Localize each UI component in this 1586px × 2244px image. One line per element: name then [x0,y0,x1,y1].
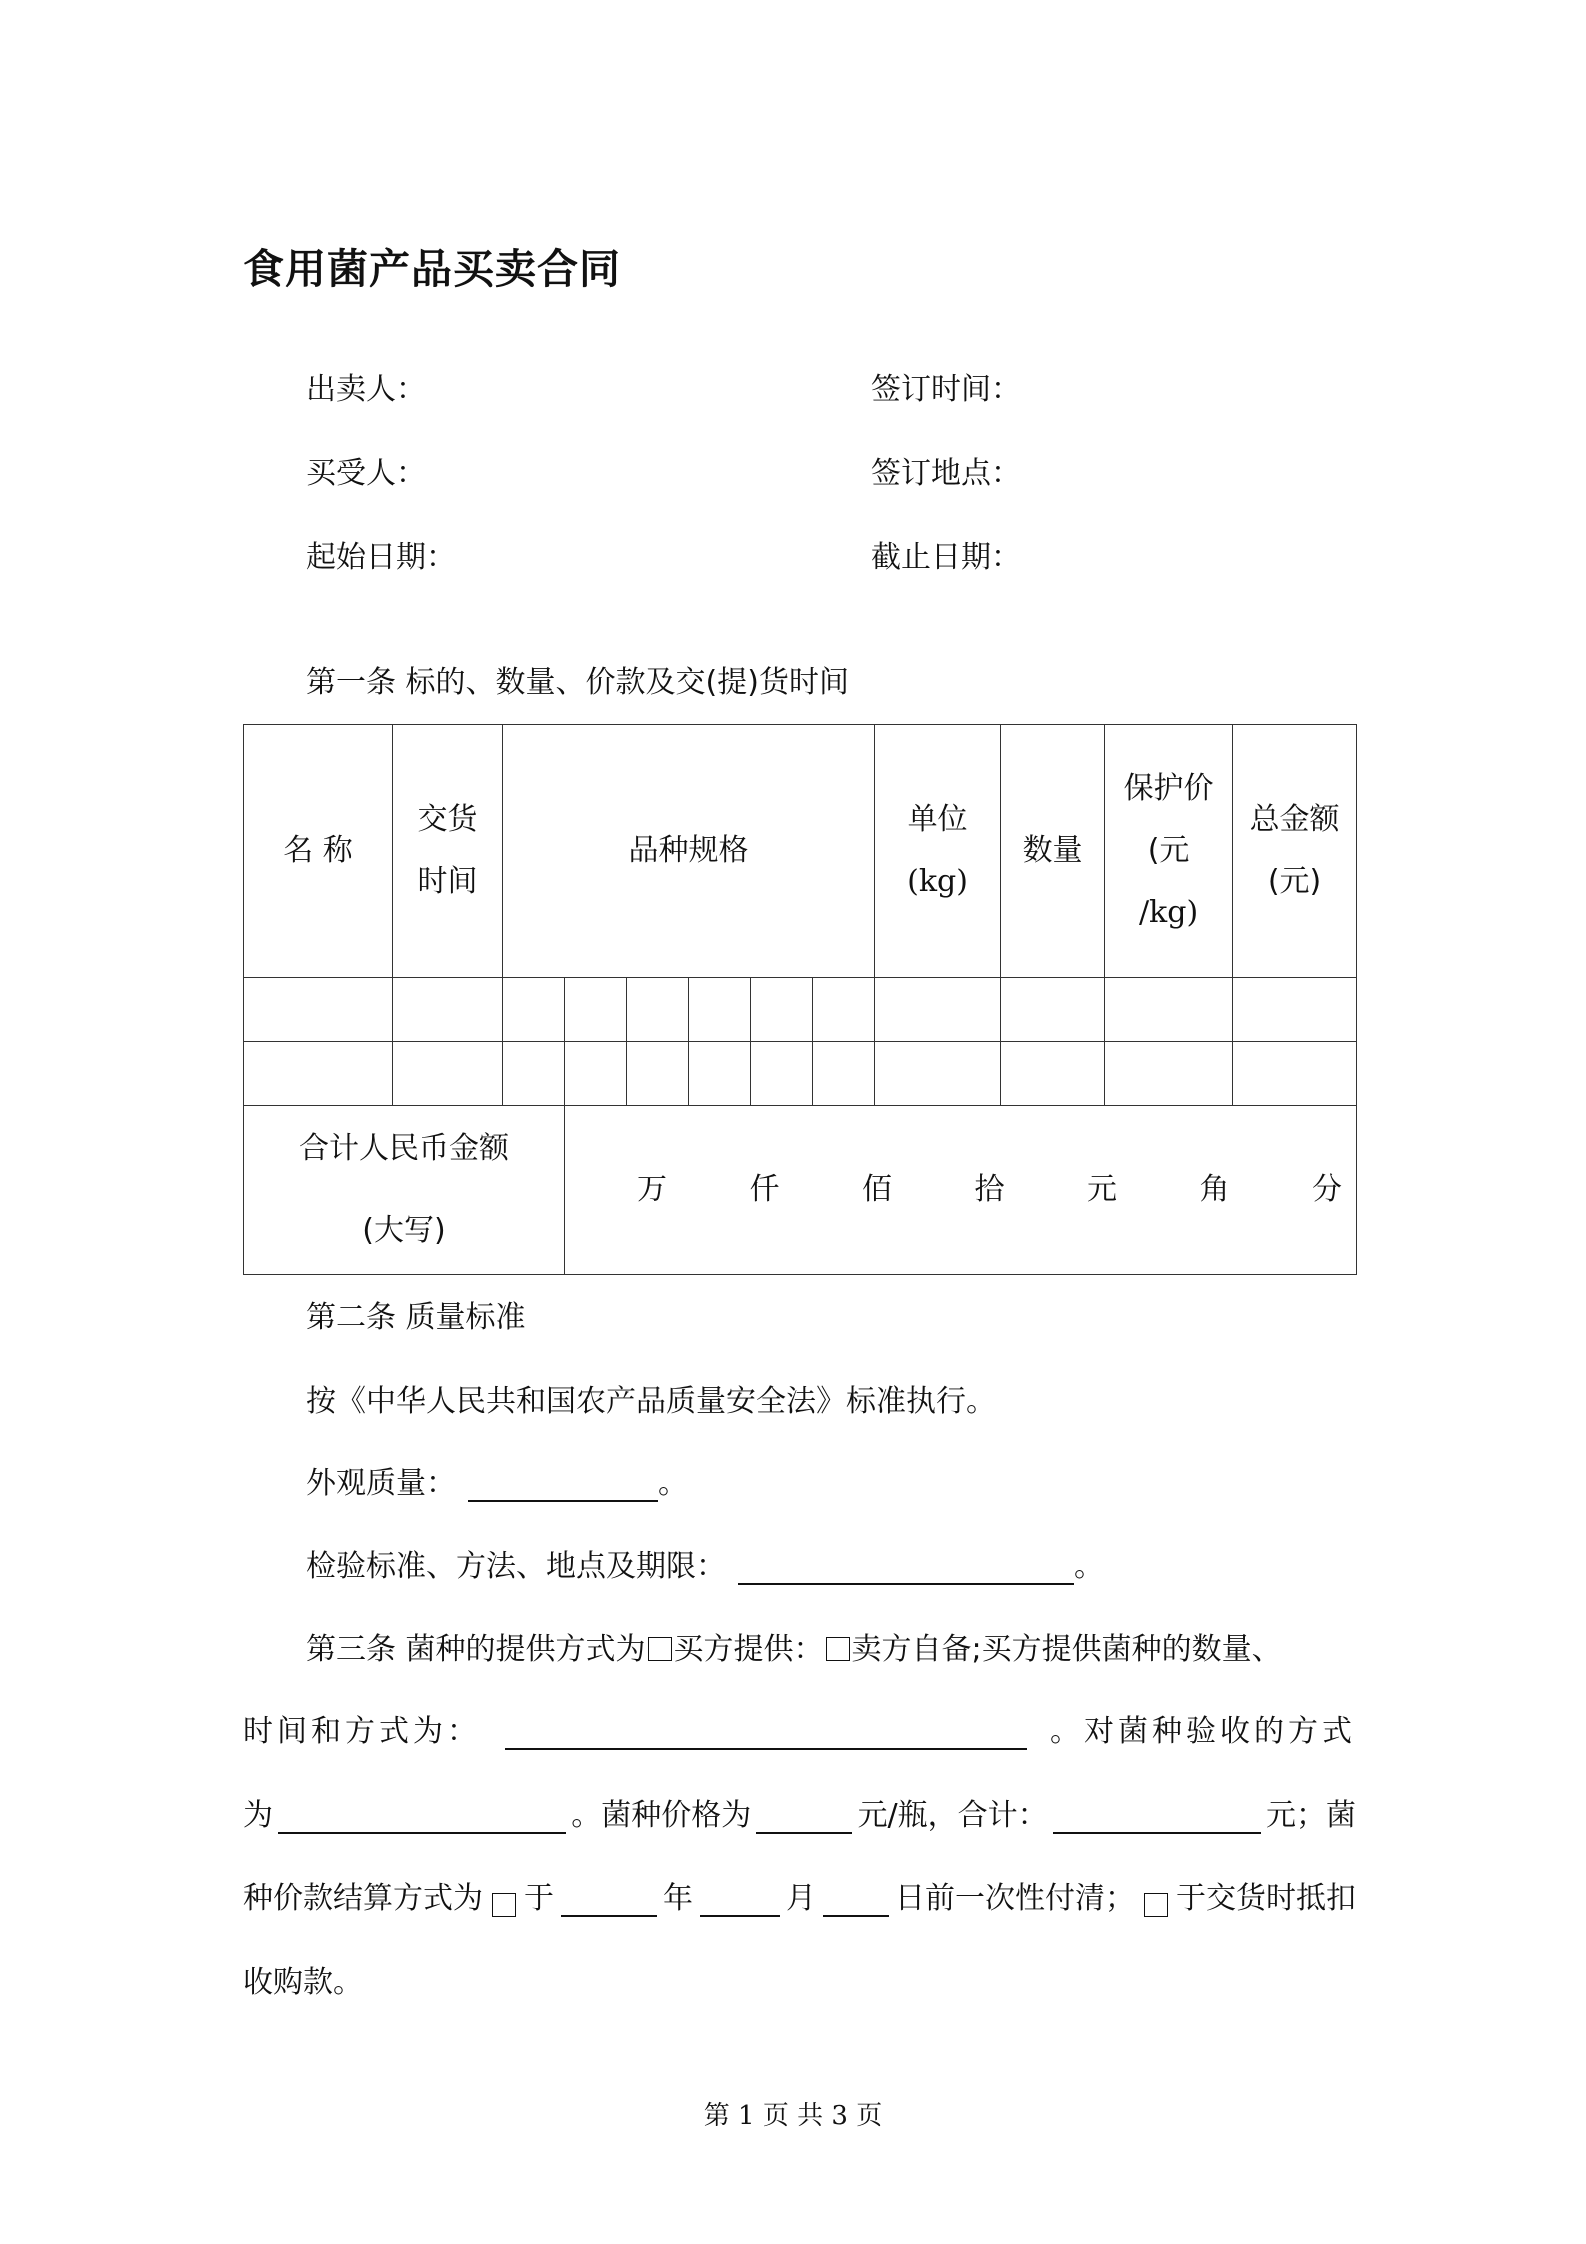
article3-line4 [243,1873,1356,1917]
document-title: 食用菌产品买卖合同 [243,245,621,293]
sign-place-label: 签订地点： [871,456,1021,491]
article3-line5: 收购款。 [243,1965,363,2000]
at-label: 于 [524,1881,554,1916]
checkbox-lump-sum[interactable] [492,1893,516,1917]
period: 。 [658,1466,688,1501]
cell-input[interactable] [751,1042,813,1106]
cell-input[interactable] [1001,978,1105,1042]
unit-bai: 佰 [862,1172,892,1207]
appearance-quality-line [306,1458,688,1502]
inspection-line [306,1541,1104,1585]
supply-method-blank[interactable] [505,1714,1027,1750]
header-spec: 品种规格 [503,725,875,978]
header-unit [875,725,1001,978]
article2-heading: 第二条 质量标准 [306,1300,526,1335]
table-row [244,1042,1357,1106]
header-price [1105,725,1233,978]
acceptance-method-blank[interactable] [278,1798,566,1834]
article1-heading: 第一条 标的、数量、价款及交(提)货时间 [306,665,849,700]
strain-price-blank[interactable] [756,1798,852,1834]
inspection-blank[interactable] [738,1549,1074,1585]
cell-input[interactable] [1233,978,1357,1042]
cell-input[interactable] [565,978,627,1042]
header-unit-line2: (kg) [907,864,968,899]
cell-input[interactable] [503,978,565,1042]
cell-input[interactable] [875,978,1001,1042]
checkbox-buyer-provide[interactable] [648,1637,672,1661]
header-price-line3: /kg) [1138,895,1199,930]
acceptance-method-label: 。对菌种验收的方式 [1050,1714,1356,1749]
header-price-line1: 保护价 [1123,771,1214,806]
article3-line3 [243,1790,1356,1834]
seller-label: 出卖人： [306,372,426,407]
pay-once-label: 日前一次性付清； [895,1881,1135,1916]
header-delivery-line1: 交货 [417,802,478,837]
acceptance-for-label: 为 [243,1798,273,1833]
cell-input[interactable] [503,1042,565,1106]
total-label: 元/瓶，合计： [857,1798,1048,1833]
unit-shi: 拾 [974,1172,1005,1207]
buyer-provide-label: 买方提供： [673,1632,824,1667]
appearance-blank[interactable] [468,1466,658,1502]
article3-line1 [306,1624,1282,1668]
month-blank[interactable] [700,1881,780,1917]
cell-input[interactable] [244,978,393,1042]
cell-input[interactable] [393,978,503,1042]
header-unit-line1: 单位 [907,802,968,837]
cell-input[interactable] [565,1042,627,1106]
cell-input[interactable] [875,1042,1001,1106]
header-total [1233,725,1357,978]
cell-input[interactable] [627,978,689,1042]
unit-wan: 万 [637,1172,667,1207]
cell-input[interactable] [244,1042,393,1106]
year-blank[interactable] [561,1881,657,1917]
page-footer: 第 1 页 共 3 页 [703,2101,883,2131]
article3-line2 [243,1706,1356,1750]
header-delivery-time [393,725,503,978]
total-amount-label-line1: 合计人民币金额 [299,1131,509,1166]
day-blank[interactable] [823,1881,889,1917]
total-blank[interactable] [1053,1798,1261,1834]
unit-fen: 分 [1312,1172,1342,1207]
cell-input[interactable] [751,978,813,1042]
cell-input[interactable] [1105,978,1233,1042]
inspection-label: 检验标准、方法、地点及期限： [306,1549,726,1584]
supply-method-label: 时间和方式为： [243,1714,481,1749]
deduct-label: 于交货时抵扣 [1176,1881,1356,1916]
period: 。 [1074,1549,1104,1584]
settlement-label: 种价款结算方式为 [243,1881,483,1916]
header-price-line2: (元 [1147,833,1190,868]
cell-input[interactable] [1105,1042,1233,1106]
unit-yuan: 元 [1087,1172,1117,1207]
total-amount-label-line2: (大写) [362,1213,446,1248]
start-date-label: 起始日期： [306,540,456,575]
quality-law-line: 按《中华人民共和国农产品质量安全法》标准执行。 [306,1384,996,1419]
total-amount-field[interactable] [565,1106,1357,1275]
header-name: 名 称 [244,725,393,978]
checkbox-seller-provide[interactable] [826,1637,850,1661]
unit-qian: 仟 [749,1172,780,1207]
strain-price-label: 。菌种价格为 [571,1798,752,1833]
total-amount-label [244,1106,565,1275]
buyer-label: 买受人： [306,456,426,491]
yuan-label: 元；菌 [1265,1798,1356,1833]
header-delivery-line2: 时间 [417,864,478,899]
sign-time-label: 签订时间： [871,372,1021,407]
header-quantity: 数量 [1001,725,1105,978]
table-row [244,978,1357,1042]
header-total-line2: (元) [1267,864,1322,899]
year-label: 年 [663,1881,693,1916]
cell-input[interactable] [689,978,751,1042]
cell-input[interactable] [627,1042,689,1106]
cell-input[interactable] [813,1042,875,1106]
article3-heading: 第三条 菌种的提供方式为 [306,1632,646,1667]
cell-input[interactable] [1001,1042,1105,1106]
cell-input[interactable] [813,978,875,1042]
end-date-label: 截止日期： [871,540,1021,575]
goods-table [243,724,1357,1275]
seller-provide-label: 卖方自备;买方提供菌种的数量、 [851,1632,1282,1667]
checkbox-deduct[interactable] [1144,1893,1168,1917]
unit-jiao: 角 [1199,1172,1230,1207]
cell-input[interactable] [1233,1042,1357,1106]
cell-input[interactable] [689,1042,751,1106]
appearance-label: 外观质量： [306,1466,456,1501]
header-total-line1: 总金额 [1249,802,1340,837]
month-label: 月 [786,1881,816,1916]
cell-input[interactable] [393,1042,503,1106]
